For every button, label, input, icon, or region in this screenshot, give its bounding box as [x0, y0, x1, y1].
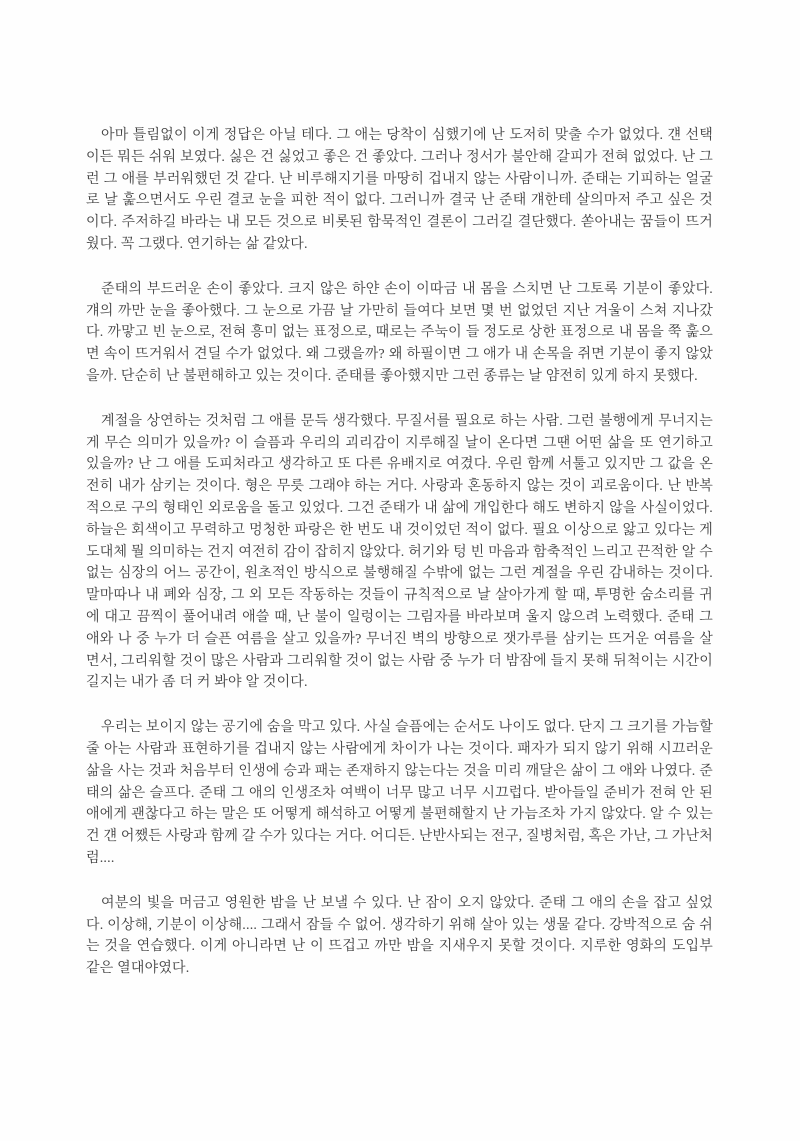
- paragraph-1: 아마 틀림없이 이게 정답은 아닐 테다. 그 애는 당착이 심했기에 난 도저히 맞출 수가 없었다. 걘 선택이든 뭐든 쉬워 보였다. 싫은 건 싫었고 좋은 건 좋았다. 그러나 정서가 불안해 갈피가 전혀 없었다. 난 그런 그 애를 부러워했던 것 같다. 난 비루해지기를 마땅히 겁내지 않는 사람이니까. 준태는 기피하는 얼굴로 날 훑으면서도 우린 결코 눈을 피한 적이 없다. 그러니까 결국 난 준태 걔한테 살의마저 주고 싶은 것이다. 주저하길 바라는 내 모든 것으로 비롯된 함묵적인 결론이 그러길 결단했다. 쏟아내는 꿈들이 뜨거웠다. 꼭 그랬다. 연기하는 삶 같았다.: [86, 128, 713, 252]
- paragraph-5: 여분의 빛을 머금고 영원한 밤을 난 보낼 수 있다. 난 잠이 오지 않았다. 준태 그 애의 손을 잡고 싶었다. 이상해, 기분이 이상해.... 그래서 잠들 수 없어. 생각하기 위해 살아 있는 생물 같다. 강박적으로 숨 쉬는 것을 연습했다. 이게 아니라면 난 이 뜨겁고 까만 밤을 지새우지 못할 것이다. 지루한 영화의 도입부 같은 열대야였다.: [86, 895, 713, 977]
- paragraph-4: 우리는 보이지 않는 공기에 숨을 막고 있다. 사실 슬픔에는 순서도 나이도 없다. 단지 그 크기를 가늠할 줄 아는 사람과 표현하기를 겁내지 않는 사람에게 차이가 나는 것이다. 패자가 되지 않기 위해 시끄러운 삶을 사는 것과 처음부터 인생에 승과 패는 존재하지 않는다는 것을 미리 깨달은 삶이 그 애와 나였다. 준태의 삶은 슬프다. 준태 그 애의 인생조차 여백이 너무 많고 너무 시끄럽다. 받아들일 준비가 전혀 안 된 애에게 괜찮다고 하는 말은 또 어떻게 해석하고 어떻게 불편해할지 난 가늠조차 가지 않았다. 알 수 있는 건 걘 어쨌든 사랑과 함께 갈 수가 있다는 거다. 어디든. 난반사되는 전구, 질병처럼, 혹은 가난, 그 가난처럼....: [86, 720, 713, 866]
- paragraph-2: 준태의 부드러운 손이 좋았다. 크지 않은 하얀 손이 이따금 내 몸을 스치면 난 그토록 기분이 좋았다. 걔의 까만 눈을 좋아했다. 그 눈으로 가끔 날 가만히 들여다 보면 몇 번 없었던 지난 겨울이 스쳐 지나갔다. 까맣고 빈 눈으로, 전혀 흥미 없는 표정으로, 때로는 주눅이 들 정도로 상한 표정으로 내 몸을 쭉 훑으면 속이 뜨거워서 견딜 수가 없었다. 왜 그랬을까? 왜 하필이면 그 애가 내 손목을 쥐면 기분이 좋지 않았을까. 단순히 난 불편해하고 있는 것이다. 준태를 좋아했지만 그런 종류는 날 얌전히 있게 하지 못했다.: [86, 281, 713, 384]
- paragraph-3: 계절을 상연하는 것처럼 그 애를 문득 생각했다. 무질서를 필요로 하는 사람. 그런 불행에게 무너지는 게 무슨 의미가 있을까? 이 슬픔과 우리의 괴리감이 지루해질 날이 온다면 그땐 어떤 삶을 또 연기하고 있을까? 난 그 애를 도피처라고 생각하고 또 다른 유배지로 여겼다. 우린 함께 서툴고 있지만 그 값을 온전히 내가 삼키는 것이다. 형은 무릇 그래야 하는 거다. 사랑과 혼동하지 않는 것이 괴로움이다. 난 반복적으로 구의 형태인 외로움을 돌고 있었다. 그건 준태가 내 삶에 개입한다 해도 변하지 않을 사실이었다. 하늘은 회색이고 무력하고 멍청한 파랑은 한 번도 내 것이었던 적이 없다. 필요 이상으로 앓고 있다는 게 도대체 뭘 의미하는 건지 여전히 감이 잡히지 않았다. 허기와 텅 빈 마음과 함축적인 느리고 끈적한 알 수 없는 심장의 어느 공간이, 원초적인 방식으로 불행해질 수밖에 없는 그런 계절을 우린 감내하는 것이다. 말마따나 내 폐와 심장, 그 외 모든 작동하는 것들이 규칙적으로 날 살아가게 할 때, 투명한 숨소리를 귀에 대고 끔찍이 풀어내려 애쓸 때, 난 불이 일렁이는 그림자를 바라보며 울지 않으려 노력했다. 준태 그 애와 나 중 누가 더 슬픈 여름을 살고 있을까? 무너진 벽의 방향으로 잿가루를 삼키는 뜨거운 여름을 살면서, 그리워할 것이 많은 사람과 그리워할 것이 없는 사람 중 누가 더 밤잠에 들지 못해 뒤척이는 시간이 길지는 내가 좀 더 커 봐야 알 것이다.: [86, 413, 713, 691]
- body-text-block: [86, 125, 713, 980]
